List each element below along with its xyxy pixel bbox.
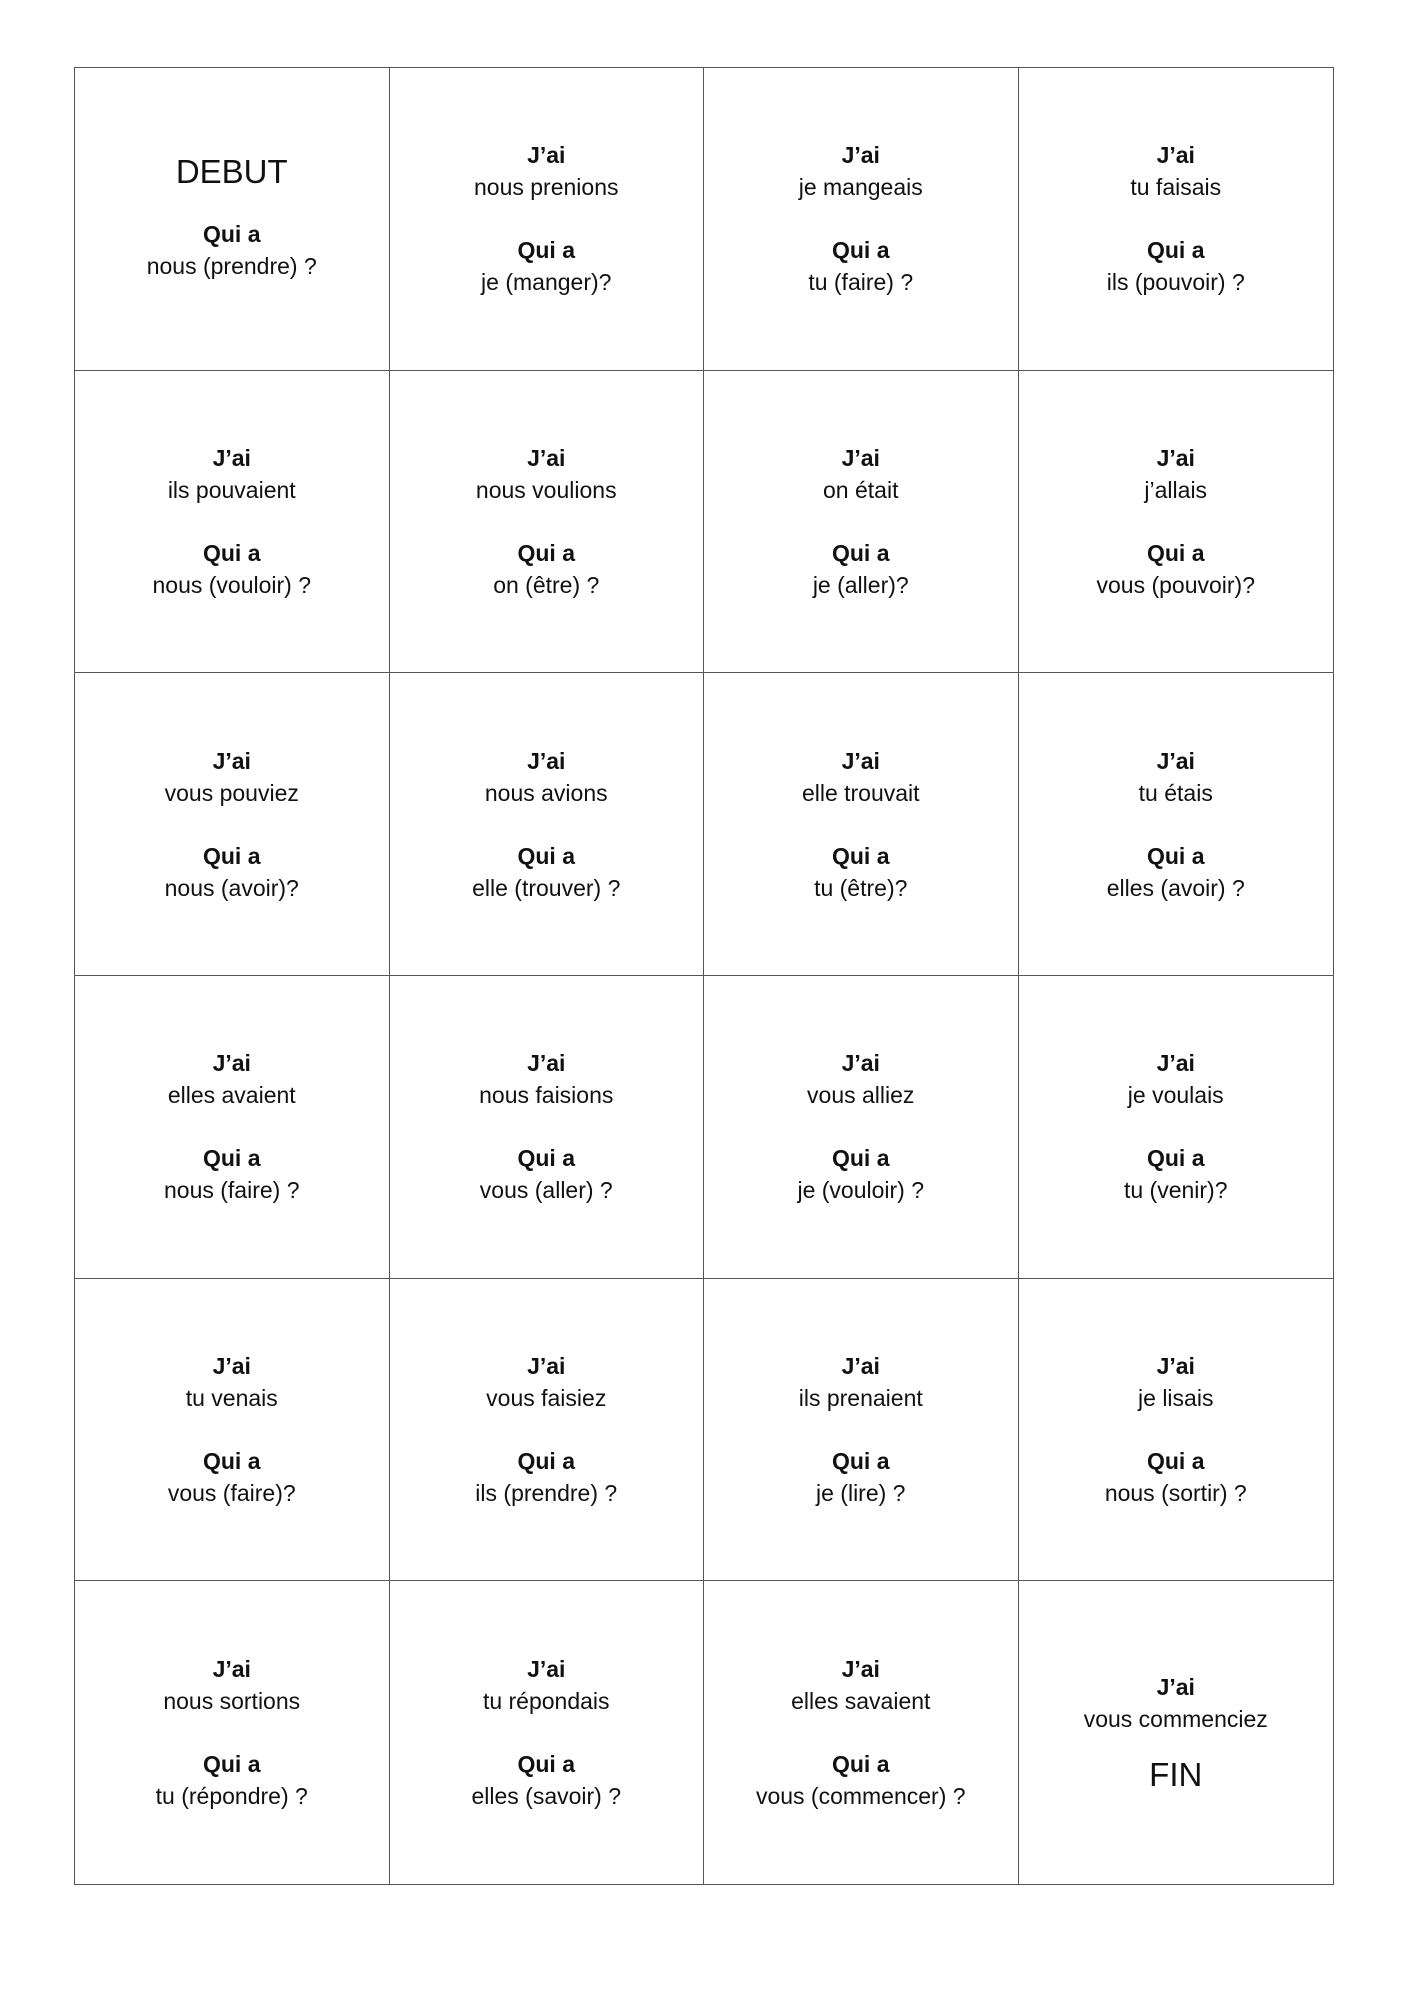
end-label: FIN — [1149, 1755, 1203, 1793]
card — [1019, 673, 1334, 976]
who-has-label: Qui a — [517, 1145, 575, 1172]
have-label: J’ai — [1156, 1050, 1195, 1077]
who-has-label: Qui a — [831, 539, 890, 566]
card — [75, 371, 390, 674]
have-label: J’ai — [212, 1352, 251, 1379]
have-label: J’ai — [1156, 747, 1195, 774]
card-answer: ils prenaient — [798, 1384, 923, 1411]
have-label: J’ai — [527, 1050, 566, 1077]
have-label: J’ai — [527, 1656, 566, 1683]
card-answer: tu étais — [1138, 779, 1213, 806]
who-has-label: Qui a — [1146, 1145, 1205, 1172]
have-label: J’ai — [212, 1656, 251, 1683]
card-question: je (lire) ? — [816, 1479, 906, 1506]
card-answer: vous pouviez — [164, 779, 299, 806]
who-has-label: Qui a — [517, 237, 575, 264]
who-has-label: Qui a — [517, 1751, 575, 1778]
domino-card-grid — [74, 67, 1334, 1885]
card-question: tu (répondre) ? — [155, 1783, 308, 1810]
card-start — [75, 68, 390, 371]
card — [390, 68, 705, 371]
have-label: J’ai — [527, 1352, 566, 1379]
have-label: J’ai — [527, 747, 566, 774]
who-has-label: Qui a — [831, 1145, 890, 1172]
who-has-label: Qui a — [1146, 842, 1205, 869]
card-question: ils (pouvoir) ? — [1106, 269, 1245, 296]
card — [390, 976, 705, 1279]
have-label: J’ai — [841, 1352, 880, 1379]
card — [704, 1581, 1019, 1884]
card — [75, 976, 390, 1279]
card — [390, 673, 705, 976]
card-answer: j’allais — [1144, 476, 1208, 503]
card-answer: tu répondais — [482, 1688, 610, 1715]
card-answer: je voulais — [1127, 1082, 1224, 1109]
card — [704, 1279, 1019, 1582]
card-question: nous (vouloir) ? — [152, 571, 312, 598]
card — [704, 673, 1019, 976]
who-has-label: Qui a — [202, 539, 261, 566]
card-answer: nous sortions — [163, 1688, 301, 1715]
have-label: J’ai — [1156, 1352, 1195, 1379]
have-label: J’ai — [1156, 142, 1195, 169]
card — [75, 1581, 390, 1884]
card — [1019, 1279, 1334, 1582]
card-end — [1019, 1581, 1334, 1884]
card-answer: tu faisais — [1130, 174, 1222, 201]
have-label: J’ai — [841, 444, 880, 471]
card-answer: elles avaient — [167, 1082, 296, 1109]
card-answer: vous commenciez — [1083, 1705, 1268, 1732]
who-has-label: Qui a — [202, 220, 261, 247]
card-question: nous (sortir) ? — [1104, 1479, 1247, 1506]
have-label: J’ai — [841, 142, 880, 169]
card-question: on (être) ? — [493, 571, 600, 598]
card — [390, 371, 705, 674]
card-question: vous (pouvoir)? — [1096, 571, 1256, 598]
card-answer: je lisais — [1138, 1384, 1214, 1411]
start-label: DEBUT — [175, 152, 288, 190]
have-label: J’ai — [212, 747, 251, 774]
card-question: tu (être)? — [814, 874, 908, 901]
card-question: je (manger)? — [481, 269, 612, 296]
card-question: elles (savoir) ? — [471, 1783, 622, 1810]
card-question: vous (aller) ? — [479, 1177, 613, 1204]
who-has-label: Qui a — [1146, 1447, 1205, 1474]
card — [1019, 68, 1334, 371]
have-label: J’ai — [841, 1050, 880, 1077]
have-label: J’ai — [527, 444, 566, 471]
card — [75, 673, 390, 976]
card-answer: elle trouvait — [801, 779, 920, 806]
card-question: elles (avoir) ? — [1106, 874, 1245, 901]
who-has-label: Qui a — [202, 1145, 261, 1172]
card-question: nous (avoir)? — [164, 874, 299, 901]
card-answer: ils pouvaient — [167, 476, 296, 503]
card — [1019, 371, 1334, 674]
have-label: J’ai — [212, 1050, 251, 1077]
card — [704, 68, 1019, 371]
who-has-label: Qui a — [202, 1447, 261, 1474]
card — [390, 1279, 705, 1582]
have-label: J’ai — [841, 1656, 880, 1683]
who-has-label: Qui a — [517, 539, 575, 566]
have-label: J’ai — [841, 747, 880, 774]
card-question: je (aller)? — [812, 571, 909, 598]
card-question: vous (commencer) ? — [755, 1783, 966, 1810]
who-has-label: Qui a — [831, 1751, 890, 1778]
card-answer: vous faisiez — [486, 1384, 607, 1411]
card-question: tu (faire) ? — [808, 269, 914, 296]
who-has-label: Qui a — [202, 1751, 261, 1778]
card-answer: elles savaient — [791, 1688, 931, 1715]
card — [75, 1279, 390, 1582]
card-question: je (vouloir) ? — [797, 1177, 925, 1204]
have-label: J’ai — [527, 142, 566, 169]
have-label: J’ai — [212, 444, 251, 471]
card-answer: je mangeais — [798, 174, 923, 201]
card-question: vous (faire)? — [167, 1479, 296, 1506]
card — [390, 1581, 705, 1884]
who-has-label: Qui a — [517, 842, 575, 869]
card-question: nous (prendre) ? — [146, 252, 317, 279]
who-has-label: Qui a — [1146, 539, 1205, 566]
have-label: J’ai — [1156, 1673, 1195, 1700]
card-question: elle (trouver) ? — [472, 874, 621, 901]
who-has-label: Qui a — [517, 1447, 575, 1474]
card — [1019, 976, 1334, 1279]
card-answer: nous prenions — [474, 174, 619, 201]
card-answer: nous avions — [484, 779, 608, 806]
who-has-label: Qui a — [831, 1447, 890, 1474]
card-question: tu (venir)? — [1123, 1177, 1228, 1204]
card-answer: nous voulions — [475, 476, 617, 503]
card-answer: vous alliez — [807, 1082, 915, 1109]
who-has-label: Qui a — [831, 842, 890, 869]
card-answer: nous faisions — [479, 1082, 614, 1109]
who-has-label: Qui a — [1146, 237, 1205, 264]
who-has-label: Qui a — [831, 237, 890, 264]
card-answer: tu venais — [185, 1384, 278, 1411]
have-label: J’ai — [1156, 444, 1195, 471]
who-has-label: Qui a — [202, 842, 261, 869]
card — [704, 976, 1019, 1279]
card-question: ils (prendre) ? — [475, 1479, 618, 1506]
card — [704, 371, 1019, 674]
card-answer: on était — [823, 476, 899, 503]
card-question: nous (faire) ? — [163, 1177, 300, 1204]
